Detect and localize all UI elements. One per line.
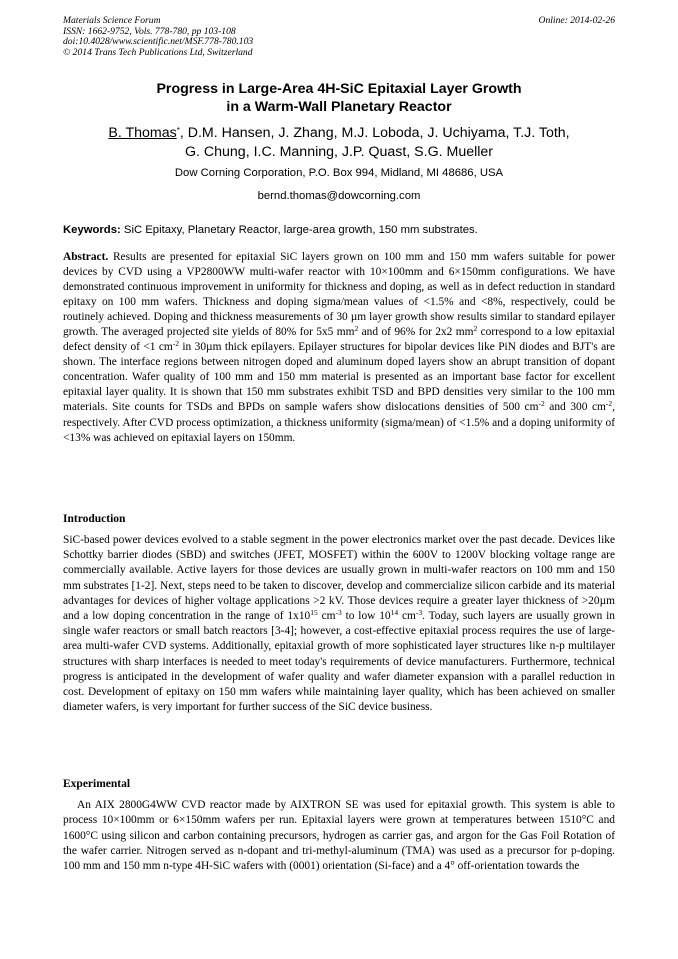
superscript: 14 (390, 608, 399, 618)
superscript: -3 (335, 608, 342, 618)
experimental-body: An AIX 2800G4WW CVD reactor made by AIXTRON SE was used for epitaxial growth. This system is able to process 10×100mm or 6×150mm wafers per run. Epitaxial layers were grown at temperatures between 1510°C and 1600°C using silicon and carbon containing precursors, hydrogen as carrier gas, and argon for the Gas Foil Rotation of the wafer carrier. Nitrogen served as n-dopant and tri-methyl-aluminum (TMA) was used as a precursor for p-doping. 100 mm and 150 mm n-type 4H-SiC wafers with (0001) orientation (Si-face) and a 4° off-orientation towards the (63, 799, 615, 873)
abstract-label: Abstract. (63, 251, 109, 263)
author-line-1 (63, 124, 615, 143)
intro-text: cm (317, 610, 336, 623)
superscript: 15 (310, 608, 318, 618)
journal-issn: ISSN: 1662-9752, Vols. 778-780, pp 103-108 (63, 25, 236, 37)
title-line-2: in a Warm-Wall Planetary Reactor (226, 99, 452, 115)
introduction-heading: Introduction (63, 513, 126, 525)
corresponding-author-mark: * (176, 126, 180, 135)
superscript: -2 (172, 339, 180, 349)
keywords-text: SiC Epitaxy, Planetary Reactor, large-area growth, 150 mm substrates. (120, 224, 478, 236)
keywords (63, 223, 615, 237)
abstract (63, 250, 615, 446)
author-list (63, 124, 615, 162)
affiliation: Dow Corning Corporation, P.O. Box 994, Midland, MI 48686, USA (174, 167, 504, 179)
abstract-text: Results are presented for epitaxial SiC layers grown on 100 mm and 150 mm wafers suitable for power devices by CVD using a VP2800WW multi-wafer reactor with 10×100mm and 6×150mm configurations. We have demonstrated continuous improvement in uniformity for thickness and doping, as well as in defect reduction in standard epitaxy on 100 mm wafers. Thickness and doping sigma/mean values of <1.5% and <8%, respectively, could be routinely achieved. Doping and thickness measurements of 30 µm layer growth show results similar to standard epilayer growth. The averaged projected site yields of 80% for 5x5 mm (63, 251, 615, 339)
intro-text: to low 10 (341, 610, 391, 623)
keywords-label: Keywords: (63, 224, 121, 236)
co-authors-1: , D.M. Hansen, J. Zhang, M.J. Loboda, J. Uchiyama, T.J. Toth, (179, 125, 570, 141)
intro-text: SiC-based power devices evolved to a stable segment in the power electronics market over the past decade. Devices like Schottky barrier diodes (SBD) and switches (JFET, MOSFET) within the 600V to 1200V blocking voltage range are commercially available. Active layers for those devices are usually grown in multi-wafer reactors on 100 mm and 150 mm substrates [1-2]. Next, steps need to be taken to discover, develop and commercialize silicon carbide and its material advantages for devices of higher voltage applications >2 kV. Those devices require a greater layer thickness of >20µm and a low doping concentration in the range of 1x10 (63, 534, 615, 623)
superscript: -3 (415, 608, 423, 618)
intro-text: . Today, such layers are usually grown in single wafer reactors or small batch reactors [3-4]; however, a cost-effective epitaxial process requires the use of large-area multi-wafer CVD systems. Additionally, epitaxial growth of more sophisticated layer structures like n-p multilayer structures with sharp interfaces is needed to meet today's requirements of device manufacturers. Furthermore, technical progress is anticipated in the development of wafer quality and wafer diameter expansion with a parallel reduction in cost. Development of epitaxy on 150 mm wafers while maintaining layer quality, which has been achieved on smaller diameter wafers, is very important for further success of the SiC device business. (63, 610, 615, 714)
journal-header (63, 16, 615, 58)
first-author: B. Thomas (108, 125, 177, 141)
author-line-2: G. Chung, I.C. Manning, J.P. Quast, S.G. Mueller (184, 144, 494, 160)
abstract-text: correspond to a low epitaxial defect density of <1 cm (63, 326, 615, 354)
journal-doi: doi:10.4028/www.scientific.net/MSF.778-780.103 (63, 36, 254, 48)
paper-title (63, 80, 615, 116)
superscript: 2 (354, 324, 359, 334)
abstract-text: in 30µm thick epilayers. Epilayer structures for bipolar devices like PiN diodes and BJT's are shown. The interface regions between nitrogen doped and aluminum doped layers show an abrupt transition of dopant concentration. Wafer quality of 100 mm and 150 mm material is presented as an important base factor for excellent epitaxial layer quality. It is shown that 150 mm substrates exhibit TSD and BPD densities very similar to the 100 mm materials. Site counts for TSDs and BPDs on sample wafers show dislocations densities of 500 cm (63, 341, 616, 414)
abstract-text: and of 96% for 2x2 mm (358, 326, 474, 339)
intro-text: cm (398, 610, 416, 623)
superscript: -2 (538, 399, 545, 409)
journal-copyright: © 2014 Trans Tech Publications Ltd, Switzerland (63, 46, 253, 58)
journal-name: Materials Science Forum (63, 15, 161, 26)
superscript: 2 (473, 324, 478, 334)
superscript: -2 (605, 399, 613, 409)
author-email: bernd.thomas@dowcorning.com (257, 190, 421, 202)
experimental-heading: Experimental (63, 778, 131, 790)
abstract-text: , respectively. After CVD process optimization, a thickness uniformity (sigma/mean) of <1.5% and a doping uniformity of <13% was achieved on epitaxial layers on 150mm. (63, 401, 615, 444)
title-line-1: Progress in Large-Area 4H-SiC Epitaxial Layer Growth (156, 81, 522, 97)
introduction-body (63, 533, 615, 715)
abstract-text: and 300 cm (544, 401, 606, 414)
online-date: Online: 2014-02-26 (538, 15, 615, 26)
